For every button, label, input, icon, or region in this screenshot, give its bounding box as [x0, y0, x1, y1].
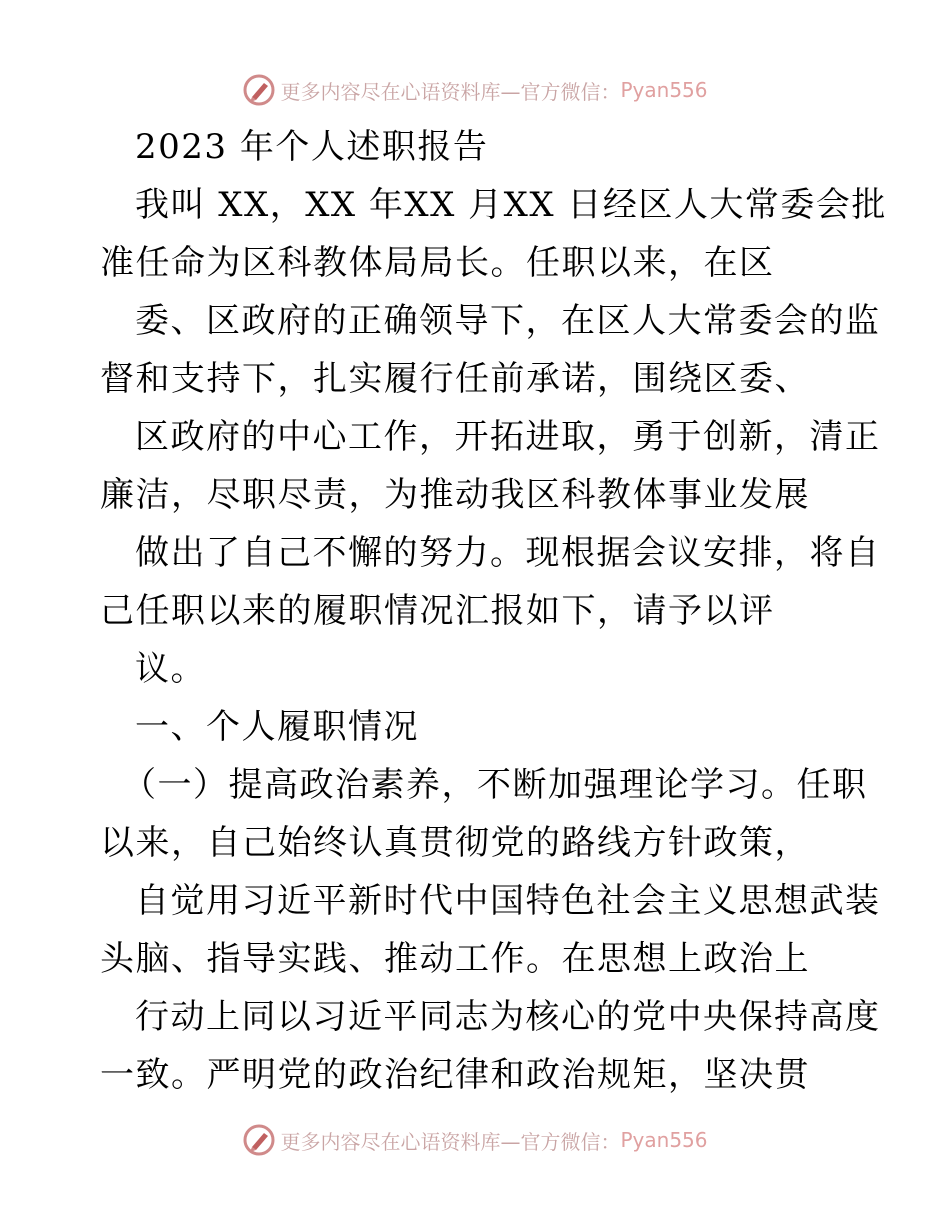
paragraph-line: 议。 [135, 649, 206, 689]
paragraph-line: 准任命为区科教体局局长。任职以来，在区 [100, 243, 775, 283]
paragraph-line: 己任职以来的履职情况汇报如下，请予以评 [100, 591, 775, 631]
paragraph-line: 廉洁，尽职尽责，为推动我区科教体事业发展 [100, 475, 810, 515]
document-title: 2023 年个人述职报告 [135, 127, 489, 167]
pen-logo-icon [242, 73, 276, 107]
banner-text: 更多内容尽在心语资料库—官方微信： [280, 1129, 621, 1154]
pen-logo-icon [242, 1123, 276, 1157]
paragraph-line: 我叫 XX，XX 年XX 月XX 日经区人大常委会批 [135, 185, 887, 225]
paragraph-line: 委、区政府的正确领导下，在区人大常委会的监 [135, 301, 881, 341]
banner-text: 更多内容尽在心语资料库—官方微信： [280, 79, 621, 104]
banner-contact: Pyan556 [620, 78, 708, 102]
paragraph-line: 做出了自己不懈的努力。现根据会议安排，将自 [135, 533, 881, 573]
paragraph-line: 头脑、指导实践、推动工作。在思想上政治上 [100, 939, 810, 979]
paragraph-line: 自觉用习近平新时代中国特色社会主义思想武装 [135, 881, 881, 921]
paragraph-line: 行动上同以习近平同志为核心的党中央保持高度 [135, 997, 881, 1037]
paragraph-line: 督和支持下，扎实履行任前承诺，围绕区委、 [100, 359, 810, 399]
paragraph-line: 一致。严明党的政治纪律和政治规矩，坚决贯 [100, 1055, 810, 1095]
footer-banner [0, 1120, 950, 1160]
paragraph-line: 区政府的中心工作，开拓进取，勇于创新，清正 [135, 417, 881, 457]
paragraph-line: （一）提高政治素养，不断加强理论学习。任职 [122, 765, 868, 805]
header-banner [0, 70, 950, 110]
banner-contact: Pyan556 [620, 1128, 708, 1152]
section-heading: 一、个人履职情况 [135, 707, 419, 747]
paragraph-line: 以来，自己始终认真贯彻党的路线方针政策， [100, 823, 810, 863]
